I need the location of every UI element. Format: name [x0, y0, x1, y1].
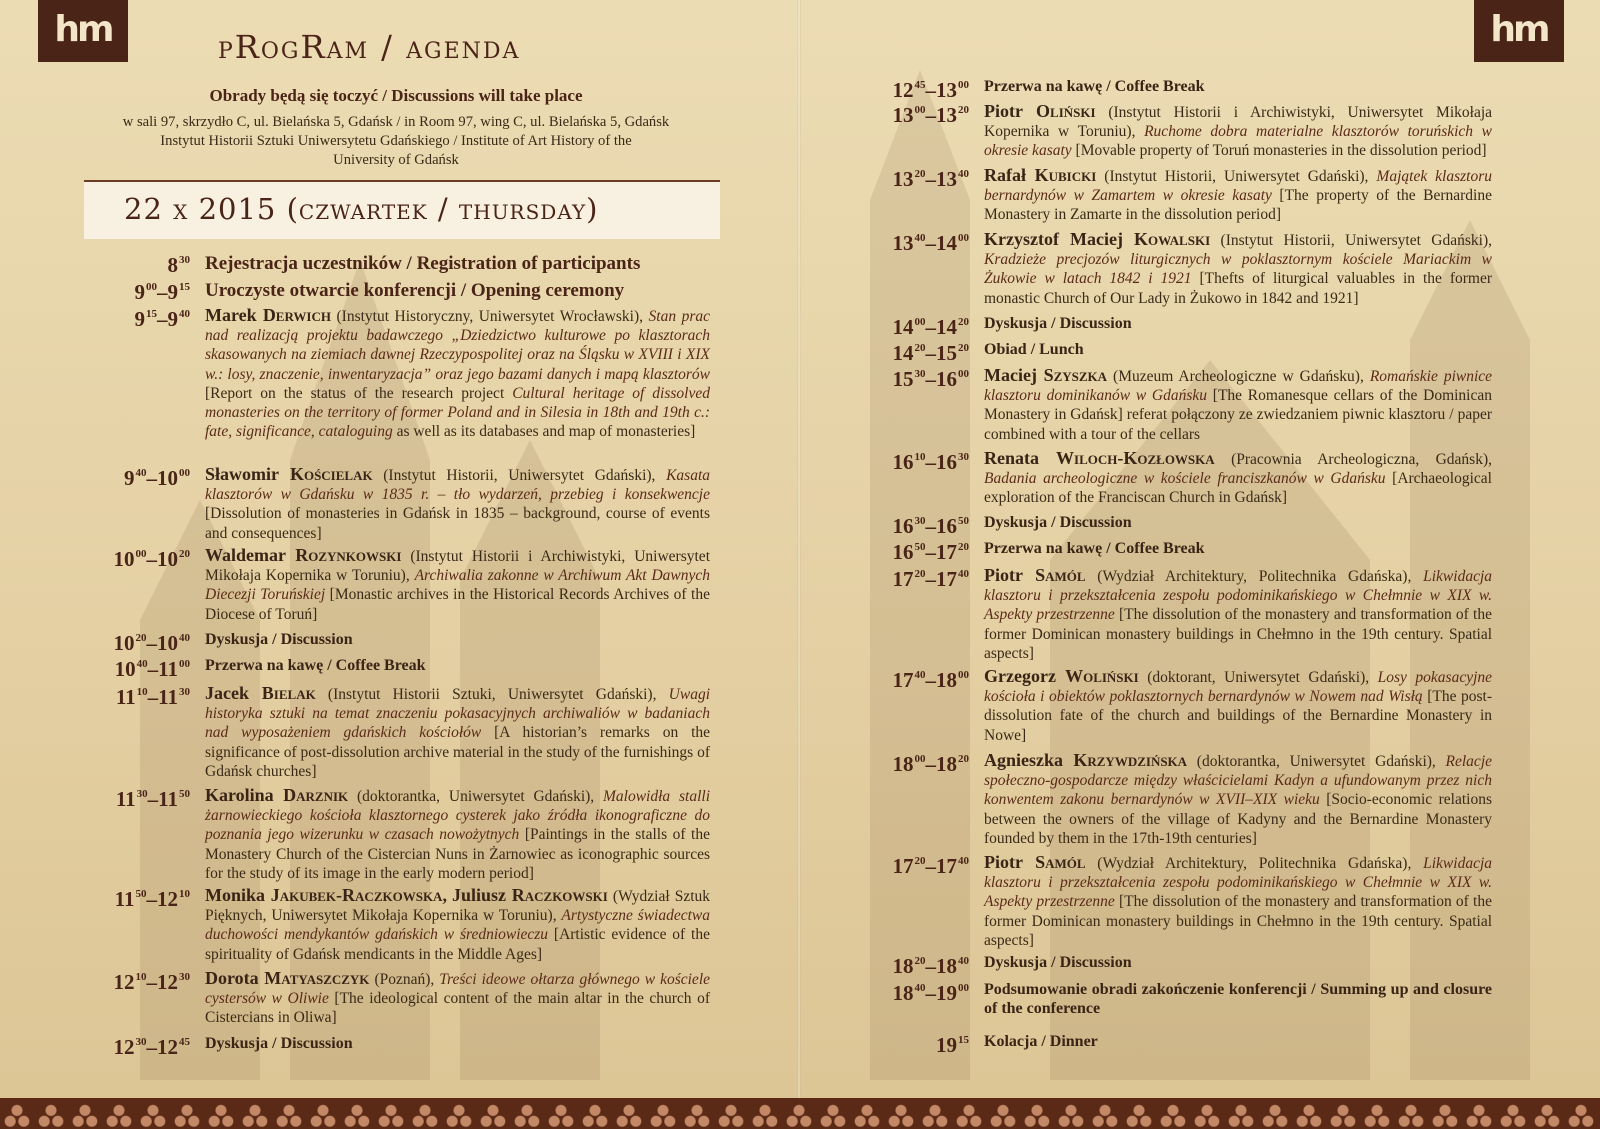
- time-end-minutes: 20: [958, 104, 969, 116]
- time-end-minutes: 00: [179, 467, 190, 479]
- affiliation: (Muzeum Archeologiczne w Gdańsku),: [1113, 368, 1364, 385]
- time-end-minutes: 30: [958, 451, 969, 463]
- entry-body: [205, 546, 710, 624]
- time-start-minutes: 20: [914, 342, 926, 354]
- speaker-first-name: Karolina: [205, 785, 284, 805]
- affiliation: (Instytut Historii, Uniwersytet Gdański),: [383, 467, 656, 484]
- speaker-first-name: Dorota: [205, 968, 265, 988]
- time-end-minutes: 00: [958, 669, 969, 681]
- time-start-minutes: 00: [135, 548, 147, 560]
- time-slot: $12^{45}-13^{00}$: [892, 78, 969, 102]
- time-end-minutes: 30: [179, 686, 190, 698]
- time-slot: $11^{30}-11^{50}$: [115, 787, 190, 811]
- time-slot: $18^{40}-19^{00}$: [892, 981, 969, 1005]
- time-start-minutes: 30: [135, 1036, 147, 1048]
- speaker-first-name: Renata: [984, 448, 1057, 468]
- entry-body: Przerwa na kawę / Coffee Break: [984, 78, 1205, 95]
- talk-title-pl: Majątek klasztoru bernardynów w Zamartem w okresie kasaty: [984, 168, 1493, 205]
- talk-title-en-end: as well as its databases and map of monasteries]: [396, 423, 696, 441]
- speaker-last-name: Derwich: [262, 305, 331, 325]
- talk-title-pl: Relacje społeczno-gospodarcze między właścicielami Kadyn a ufundowanym przez nich konwentem zakonu bernardynów w XVII–XIX wieku: [984, 753, 1493, 809]
- time-start-minutes: 40: [914, 982, 926, 994]
- time-slot: $13^{00}-13^{20}$: [892, 103, 969, 127]
- entry-body: [984, 667, 1492, 745]
- time-end-minutes: 40: [179, 632, 190, 644]
- talk-title-pl: Likwidacja klasztoru i przekształcenia zespołu podominikańskiego w Chełmnie w XIX w. Aspekty przestrzenne: [984, 568, 1493, 624]
- talk-title-pl: Uwagi historyka sztuki na temat znaczeniu pokasacyjnych archiwaliów w badaniach nad wyposażeniem gdańskich kościołów: [205, 686, 710, 742]
- time-start-minutes: 40: [135, 467, 147, 479]
- entry-body: Dyskusja / Discussion: [984, 315, 1132, 332]
- logo-hm-right: hm: [1474, 0, 1564, 62]
- time-slot: $17^{20}-17^{40}$: [892, 567, 969, 591]
- talk-title-en: [The Romanesque cellars of the Dominican Monastery in Gdańsk] referat połączony ze zwiedzaniem piwnic klasztoru / paper combined with a tour of the cellars: [984, 387, 1493, 443]
- talk-title-en: [Archaeological exploration of the Franciscan Church in Gdańsk]: [984, 470, 1492, 507]
- speaker-last-name: Oliński: [1036, 101, 1096, 121]
- speaker-last-name: Wiloch-Kozłowska: [1056, 448, 1215, 468]
- time-end-minutes: 20: [958, 342, 969, 354]
- talk-title-pl: Stan prac nad realizacją projektu badawczego „Dziedzictwo kulturowe po klasztorach skasowanych na ziemiach dawnej Rzeczypospolitej oraz na Śląsku w XVIII i XIX w.: losy, znaczenie, inwentaryzacja” oraz jego bazami danych i mapą klasztorów: [205, 308, 711, 383]
- affiliation: (Instytut Historii i Archiwistyki, Uniwersytet Mikołaja Kopernika w Toruniu),: [205, 548, 710, 585]
- talk-title-en: [Artistic evidence of the spirituality of Gdańsk mendicants in the Middle Ages]: [205, 926, 710, 963]
- speaker-last-name: Kościelak: [289, 464, 373, 484]
- affiliation: (Wydział Architektury, Politechnika Gdańska),: [1097, 855, 1412, 872]
- speaker-last-name: Samól: [1035, 852, 1086, 872]
- time-end-minutes: 40: [958, 955, 969, 967]
- time-start-minutes: 10: [136, 686, 148, 698]
- time-slot: $18^{20}-18^{40}$: [892, 954, 969, 978]
- entry-body: Przerwa na kawę / Coffee Break: [984, 540, 1205, 557]
- talk-title-pl: Kradzieże precjozów liturgicznych w poklasztornym kościele Mariackim w Żukowie w latach 1842 i 1921: [984, 251, 1492, 288]
- time-slot: $10^{40}-11^{00}$: [114, 657, 190, 681]
- time-slot: $9^{40}-10^{00}$: [124, 466, 190, 490]
- time-start-minutes: 30: [179, 254, 190, 266]
- speaker-first-name: Rafał: [984, 165, 1035, 185]
- speaker-last-name: Kowalski: [1134, 229, 1211, 249]
- time-start-minutes: 20: [914, 955, 926, 967]
- speaker-first-name: Monika: [205, 885, 271, 905]
- affiliation: (doktorantka, Uniwersytet Gdański),: [356, 788, 595, 805]
- entry-body: [984, 566, 1492, 663]
- time-start-minutes: 20: [914, 855, 926, 867]
- talk-title-en: [The post-dissolution fate of the church and buildings of the Bernardine Monastery in Nowe]: [984, 688, 1493, 744]
- time-slot: $16^{10}-16^{30}$: [892, 450, 969, 474]
- talk-title-en: [The dissolution of the monastery and transformation of the former Dominican monastery buildings in Chełmno in the 19th century. Spatial aspects]: [984, 606, 1492, 662]
- time-start-minutes: 15: [958, 1034, 969, 1046]
- venue-details: [86, 113, 706, 170]
- talk-title-en: [Monastic archives in the Historical Records Archives of the Diocese of Toruń]: [205, 586, 710, 623]
- speaker-first-name: Jacek: [205, 683, 262, 703]
- entry-body: [205, 886, 710, 964]
- time-start-minutes: 00: [914, 753, 926, 765]
- entry-body: Obiad / Lunch: [984, 341, 1084, 358]
- speaker-first-name: Grzegorz: [984, 666, 1066, 686]
- left-page: [0, 0, 797, 1100]
- talk-title-pl: Artystyczne świadectwa duchowości mendykantów gdańskich w średniowieczu: [205, 907, 711, 944]
- talk-title-en: [Report on the status of the research project: [205, 384, 505, 402]
- speaker-first-name: Juliusz: [452, 885, 512, 905]
- speaker-last-name: Rozynkowski: [295, 545, 402, 565]
- time-start-minutes: 30: [914, 515, 926, 527]
- time-slot: $9^{00}-9^{15}$: [134, 280, 190, 304]
- time-slot: $17^{40}-18^{00}$: [892, 668, 969, 692]
- entry-body: [984, 230, 1492, 308]
- speaker-first-name: Piotr: [984, 101, 1037, 121]
- affiliation: (Wydział Architektury, Politechnika Gdańska),: [1097, 568, 1412, 585]
- entry-body: [984, 102, 1492, 161]
- entry-body: [984, 366, 1492, 444]
- speaker-first-name: Marek: [205, 305, 263, 325]
- entry-body: Rejestracja uczestników / Registration of participants: [205, 253, 641, 274]
- entry-body: Podsumowanie obradi zakończenie konferencji / Summing up and closure of the conference: [984, 981, 1492, 1018]
- entry-body: [205, 465, 710, 543]
- time-start-minutes: 20: [914, 168, 926, 180]
- entry-body: [984, 751, 1492, 848]
- time-end-minutes: 50: [958, 515, 969, 527]
- speaker-first-name: Piotr: [984, 565, 1036, 585]
- time-slot: $16^{50}-17^{20}$: [892, 540, 969, 564]
- time-start-minutes: 10: [135, 971, 147, 983]
- time-slot: $18^{00}-18^{20}$: [892, 752, 969, 776]
- time-slot: $12^{10}-12^{30}$: [113, 970, 190, 994]
- entry-body: Dyskusja / Discussion: [205, 631, 353, 648]
- talk-title-pl: Treści ideowe ołtarza głównego w kościele cystersów w Oliwie: [205, 971, 711, 1008]
- time-end-minutes: 40: [958, 168, 969, 180]
- time-start-minutes: 50: [914, 541, 926, 553]
- speaker-last-name: Darznik: [283, 785, 349, 805]
- speaker-last-name: Krzywdzińska: [1073, 750, 1188, 770]
- time-slot: $14^{00}-14^{20}$: [892, 315, 969, 339]
- time-end-minutes: 50: [179, 788, 190, 800]
- entry-body: [984, 166, 1492, 225]
- time-end-minutes: 00: [958, 368, 969, 380]
- venue-heading: Obrady będą się toczyć / Discussions will take place: [209, 86, 583, 105]
- time-end-minutes: 20: [958, 541, 969, 553]
- talk-title-pl: Losy pokasacyjne kościoła i obiektów poklasztornych bernardynów w Nowem nad Wisłą: [984, 669, 1493, 706]
- venue-line-3: University of Gdańsk: [333, 152, 459, 168]
- speaker-last-name: Samól: [1035, 565, 1086, 585]
- time-end-minutes: 00: [179, 658, 190, 670]
- talk-title-pl: Kasata klasztorów w Gdańsku w 1835 r. – tło wydarzeń, przebieg i konsekwencje: [205, 467, 711, 504]
- talk-title-en: [Movable property of Toruń monasteries in the dissolution period]: [1075, 142, 1487, 160]
- speaker-last-name: Bielak: [261, 683, 316, 703]
- time-end-minutes: 40: [179, 308, 190, 320]
- affiliation: (Instytut Historii, Uniwersytet Gdański),: [1220, 232, 1492, 249]
- time-start-minutes: 30: [136, 788, 148, 800]
- venue-line-2: Instytut Historii Sztuki Uniwersytetu Gdańskiego / Institute of Art History of the: [160, 133, 632, 149]
- talk-title-en: [Socio-economic relations between the owners of the village of Kadyny and the Bernardine Monastery founded by them in the 17th-19th centuries]: [984, 791, 1493, 847]
- affiliation: (Instytut Historii i Archiwistyki, Uniwersytet Mikołaja Kopernika w Toruniu),: [984, 104, 1493, 141]
- time-slot: $19^{15}$: [936, 1033, 969, 1057]
- entry-body: [205, 786, 710, 883]
- time-start-minutes: 00: [914, 316, 926, 328]
- time-start-minutes: 10: [914, 451, 926, 463]
- talk-title-pl: Likwidacja klasztoru i przekształcenia zespołu podominikańskiego w Chełmnie w XIX w. Aspekty przestrzenne: [984, 855, 1493, 911]
- time-end-minutes: 00: [958, 79, 969, 91]
- speaker-last-name: Kubicki: [1034, 165, 1097, 185]
- time-end-minutes: 20: [179, 548, 190, 560]
- time-slot: $14^{20}-15^{20}$: [892, 341, 969, 365]
- speaker-first-name: Maciej: [984, 365, 1044, 385]
- speaker-first-name: Krzysztof Maciej: [984, 229, 1134, 249]
- talk-title-pl: Archiwalia zakonne w Archiwum Akt Dawnych Diecezji Toruńskiej: [205, 567, 710, 604]
- time-slot: $15^{30}-16^{00}$: [892, 367, 969, 391]
- time-slot: $13^{20}-13^{40}$: [892, 167, 969, 191]
- entry-body: [205, 684, 710, 781]
- time-end-minutes: 45: [179, 1036, 190, 1048]
- time-start-minutes: 00: [146, 281, 157, 293]
- time-start-minutes: 40: [914, 669, 926, 681]
- time-slot: $12^{30}-12^{45}$: [113, 1035, 190, 1059]
- date-heading: 22 x 2015 (czwartek / thursday): [124, 192, 599, 226]
- talk-title-en: [The ideological content of the main altar in the church of Cistercians in Oliwa]: [205, 990, 710, 1027]
- entry-body: [984, 853, 1492, 950]
- time-end-minutes: 40: [958, 568, 969, 580]
- time-end-minutes: 20: [958, 753, 969, 765]
- affiliation: (Instytut Historii, Uniwersytet Gdański),: [1104, 168, 1369, 185]
- time-slot: $10^{00}-10^{20}$: [113, 547, 190, 571]
- affiliation: (Instytut Historii Sztuki, Uniwersytet Gdański),: [327, 686, 657, 703]
- speaker-last-name: Jakubek-Raczkowska,: [270, 885, 447, 905]
- time-slot: $16^{30}-16^{50}$: [892, 514, 969, 538]
- entry-body: Uroczyste otwarcie konferencji / Opening ceremony: [205, 280, 625, 301]
- talk-title-en: [A historian’s remarks on the significance of post-dissolution archive material in the study of the furnishings of Gdańsk churches]: [205, 724, 711, 780]
- speaker-first-name: Waldemar: [205, 545, 296, 565]
- time-slot: $10^{20}-10^{40}$: [113, 631, 190, 655]
- entry-body: Dyskusja / Discussion: [984, 954, 1132, 971]
- talk-title-pl: Ruchome dobra materialne klasztorów toruńskich w okresie kasaty: [984, 123, 1492, 160]
- decorative-border: [0, 1098, 1600, 1129]
- speaker-last-name: Woliński: [1065, 666, 1139, 686]
- entry-body: Dyskusja / Discussion: [205, 1035, 353, 1052]
- time-slot: $13^{40}-14^{00}$: [892, 231, 969, 255]
- talk-title-en: [Paintings in the stalls of the Monastery Church of the Cistercian Nuns in Żarnowiec as iconographic sources for the study of its image in the early modern period]: [205, 826, 710, 882]
- affiliation: (Pracownia Archeologiczna, Gdańsk),: [1231, 451, 1492, 468]
- time-slot: $8^{30}$: [167, 253, 190, 277]
- time-slot: $11^{50}-12^{10}$: [114, 887, 190, 911]
- time-start-minutes: 40: [136, 658, 148, 670]
- logo-hm: hm: [38, 0, 128, 62]
- time-slot: $9^{15}-9^{40}$: [134, 307, 190, 331]
- time-start-minutes: 20: [135, 632, 147, 644]
- talk-title-en: [Dissolution of monasteries in Gdańsk in 1835 – background, course of events and consequences]: [205, 505, 710, 542]
- time-start-minutes: 20: [914, 568, 926, 580]
- entry-body: Kolacja / Dinner: [984, 1033, 1098, 1050]
- time-end-minutes: 15: [179, 281, 190, 293]
- time-end-minutes: 30: [179, 971, 190, 983]
- speaker-last-name: Matyaszczyk: [264, 968, 370, 988]
- time-start-minutes: 45: [914, 79, 926, 91]
- talk-title-en: [Thefts of liturgical valuables in the former monastic Church of Our Lady in Żukowo in 1842 and 1921]: [984, 270, 1492, 307]
- talk-title-en: [The dissolution of the monastery and transformation of the former Dominican monastery buildings in Chełmno in the 19th century. Spatial aspects]: [984, 893, 1492, 949]
- speaker-first-name: Agnieszka: [984, 750, 1074, 770]
- speaker-last-name: Raczkowski: [511, 885, 608, 905]
- time-end-minutes: 00: [958, 232, 969, 244]
- talk-title-en: [The property of the Bernardine Monastery in Zamarte in the dissolution period]: [984, 187, 1492, 224]
- date-band: [84, 180, 720, 239]
- entry-body: [205, 306, 710, 441]
- time-start-minutes: 15: [146, 308, 157, 320]
- time-start-minutes: 00: [914, 104, 926, 116]
- entry-body: Przerwa na kawę / Coffee Break: [205, 657, 426, 674]
- entry-body: [205, 969, 710, 1028]
- time-end-minutes: 10: [179, 888, 190, 900]
- affiliation: (doktorant, Uniwersytet Gdański),: [1147, 669, 1370, 686]
- affiliation: (Poznań),: [374, 971, 435, 988]
- time-start-minutes: 50: [135, 888, 147, 900]
- time-end-minutes: 40: [958, 855, 969, 867]
- time-slot: $17^{20}-17^{40}$: [892, 854, 969, 878]
- speaker-first-name: Piotr: [984, 852, 1036, 872]
- time-end-minutes: 20: [958, 316, 969, 328]
- talk-title-pl: Malowidła stalli żarnowieckiego kościoła klasztornego cysterek jako źródła ikonograficzne do poznania jego wizerunku w czasach nowożytnych: [205, 788, 711, 844]
- speaker-first-name: Sławomir: [205, 464, 290, 484]
- time-start-minutes: 30: [914, 368, 926, 380]
- time-slot: $11^{10}-11^{30}$: [115, 685, 190, 709]
- affiliation: (Wydział Sztuk Pięknych, Uniwersytet Mikołaja Kopernika w Toruniu),: [205, 888, 711, 925]
- entry-body: Dyskusja / Discussion: [984, 514, 1132, 531]
- right-page: [801, 0, 1600, 1100]
- speaker-last-name: Szyszka: [1043, 365, 1108, 385]
- time-end-minutes: 00: [958, 982, 969, 994]
- page-title: pRogRam / agenda: [218, 28, 521, 66]
- affiliation: (Instytut Historyczny, Uniwersytet Wrocławski),: [336, 308, 644, 325]
- affiliation: (doktorantka, Uniwersytet Gdański),: [1196, 753, 1436, 770]
- time-start-minutes: 40: [914, 232, 926, 244]
- talk-title-pl: Badania archeologiczne w kościele franciszkanów w Gdańsku: [984, 470, 1386, 488]
- talk-title-en-italic: Cultural heritage of dissolved monasteries on the territory of former Poland and in Silesia in 18th and 19th c.: fate, significance, cataloguing: [205, 384, 710, 441]
- entry-body: [984, 449, 1492, 508]
- talk-title-pl: Romańskie piwnice klasztoru dominikanów w Gdańsku: [984, 368, 1493, 405]
- venue-line-1: w sali 97, skrzydło C, ul. Bielańska 5, Gdańsk / in Room 97, wing C, ul. Bielańska 5, Gdańsk: [122, 114, 670, 130]
